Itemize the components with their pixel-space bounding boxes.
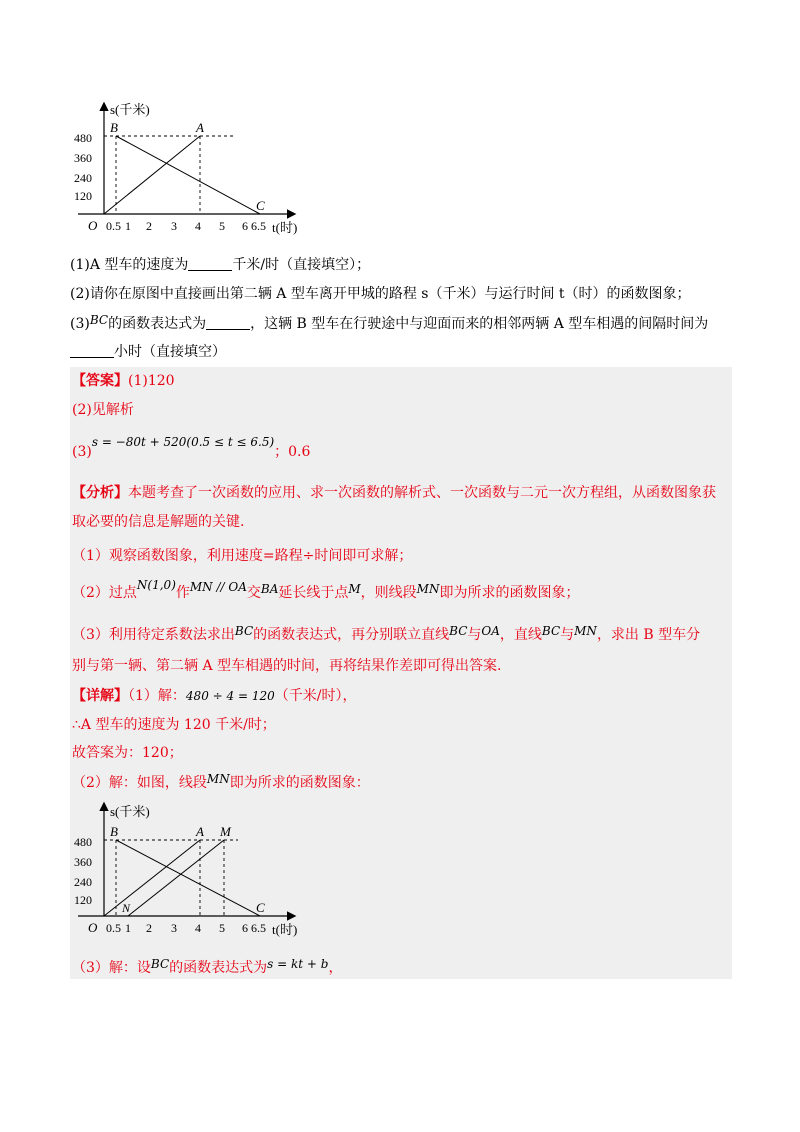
answer-line-3: (3)s = −80t + 520(0.5 ≤ t ≤ 6.5)；0.6 [72,435,311,460]
y-tick: 240 [74,171,92,185]
line-oa [104,840,200,916]
x-tick: 2 [146,921,152,935]
origin-label: O [88,218,98,233]
graph-2 [70,800,310,940]
x-tick: 2 [146,219,152,233]
x-tick: 3 [171,921,177,935]
x-tick: 5 [219,921,225,935]
x-tick: 0.5 [106,219,121,233]
blank [206,315,250,330]
point-n-label: N [122,901,131,915]
y-axis-label: s(千米) [110,102,150,117]
y-tick: 480 [74,131,92,145]
analysis-line-2: 取必要的信息是解题的关键. [72,514,245,530]
blank [70,343,114,358]
graph-1 [70,100,310,240]
analysis-line-1: 【分析】本题考查了一次函数的应用、求一次函数的解析式、一次函数与二元一次方程组，从函数图象获 [72,485,716,501]
y-tick: 360 [74,151,92,165]
x-tick: 0.5 [106,921,121,935]
detail-line-5: （3）解：设BC的函数表达式为s = kt + b， [72,957,343,976]
line-bc [116,136,260,214]
question-2: (2)请你在原图中直接画出第二辆 A 型车离开甲城的路程 s（千米）与运行时间 t（时）的函数图象； [70,286,691,302]
y-tick: 120 [74,893,92,907]
origin-label: O [88,920,98,935]
analysis-step-1: （1）观察函数图象，利用速度=路程÷时间即可求解； [72,548,413,564]
x-axis-label: t(时) [272,922,298,937]
blank [188,256,232,271]
answer-line-2: (2)见解析 [72,402,134,418]
x-axis-label: t(时) [272,220,298,235]
analysis-step-3: （3）利用待定系数法求出BC的函数表达式，再分别联立直线BC与OA，直线BC与MN，求出 B 型车分 [72,624,701,643]
x-tick: 6 [242,219,248,233]
x-tick: 5 [219,219,225,233]
y-axis-label: s(千米) [110,804,150,819]
x-tick: 6 [242,921,248,935]
detail-line-4: （2）解：如图，线段MN即为所求的函数图象： [72,772,370,791]
x-tick: 1 [125,219,131,233]
y-tick: 480 [74,835,92,849]
answer-line-1: 【答案】(1)120 [72,373,175,389]
detail-line-3: 故答案为：120； [72,745,183,761]
question-3-line2: 小时（直接填空） [70,342,226,362]
analysis-step-2: （2）过点N(1,0)作MN // OA交BA延长线于点M，则线段MN即为所求的函数图象； [72,578,580,601]
point-c-label: C [256,900,265,915]
x-tick: 6.5 [251,921,266,935]
point-a-label: A [196,120,204,135]
point-c-label: C [256,198,265,213]
detail-line-2: ∴A 型车的速度为 120 千米/时； [72,717,276,733]
y-tick: 120 [74,189,92,203]
point-b-label: B [110,824,118,839]
x-tick: 1 [125,921,131,935]
line-mn [128,840,224,916]
point-m-label: M [220,824,231,839]
question-3: (3)BC的函数表达式为 ，这辆 B 型车在行驶途中与迎面而来的相邻两辆 A 型车相遇的间隔时间为 [70,313,709,332]
y-tick: 360 [74,855,92,869]
x-tick: 3 [171,219,177,233]
line-bc [116,840,260,916]
x-tick: 4 [195,921,201,935]
analysis-step-3-line2: 别与第一辆、第二辆 A 型车相遇的时间，再将结果作差即可得出答案. [72,658,502,674]
line-oa [104,136,200,214]
point-b-label: B [110,120,118,135]
question-1: (1)A 型车的速度为 千米/时（直接填空）； [70,257,371,273]
x-tick: 6.5 [251,219,266,233]
y-tick: 240 [74,875,92,889]
x-tick: 4 [195,219,201,233]
point-a-label: A [196,824,204,839]
detail-line-1: 【详解】（1）解：480 ÷ 4 = 120（千米/时）， [72,688,357,704]
